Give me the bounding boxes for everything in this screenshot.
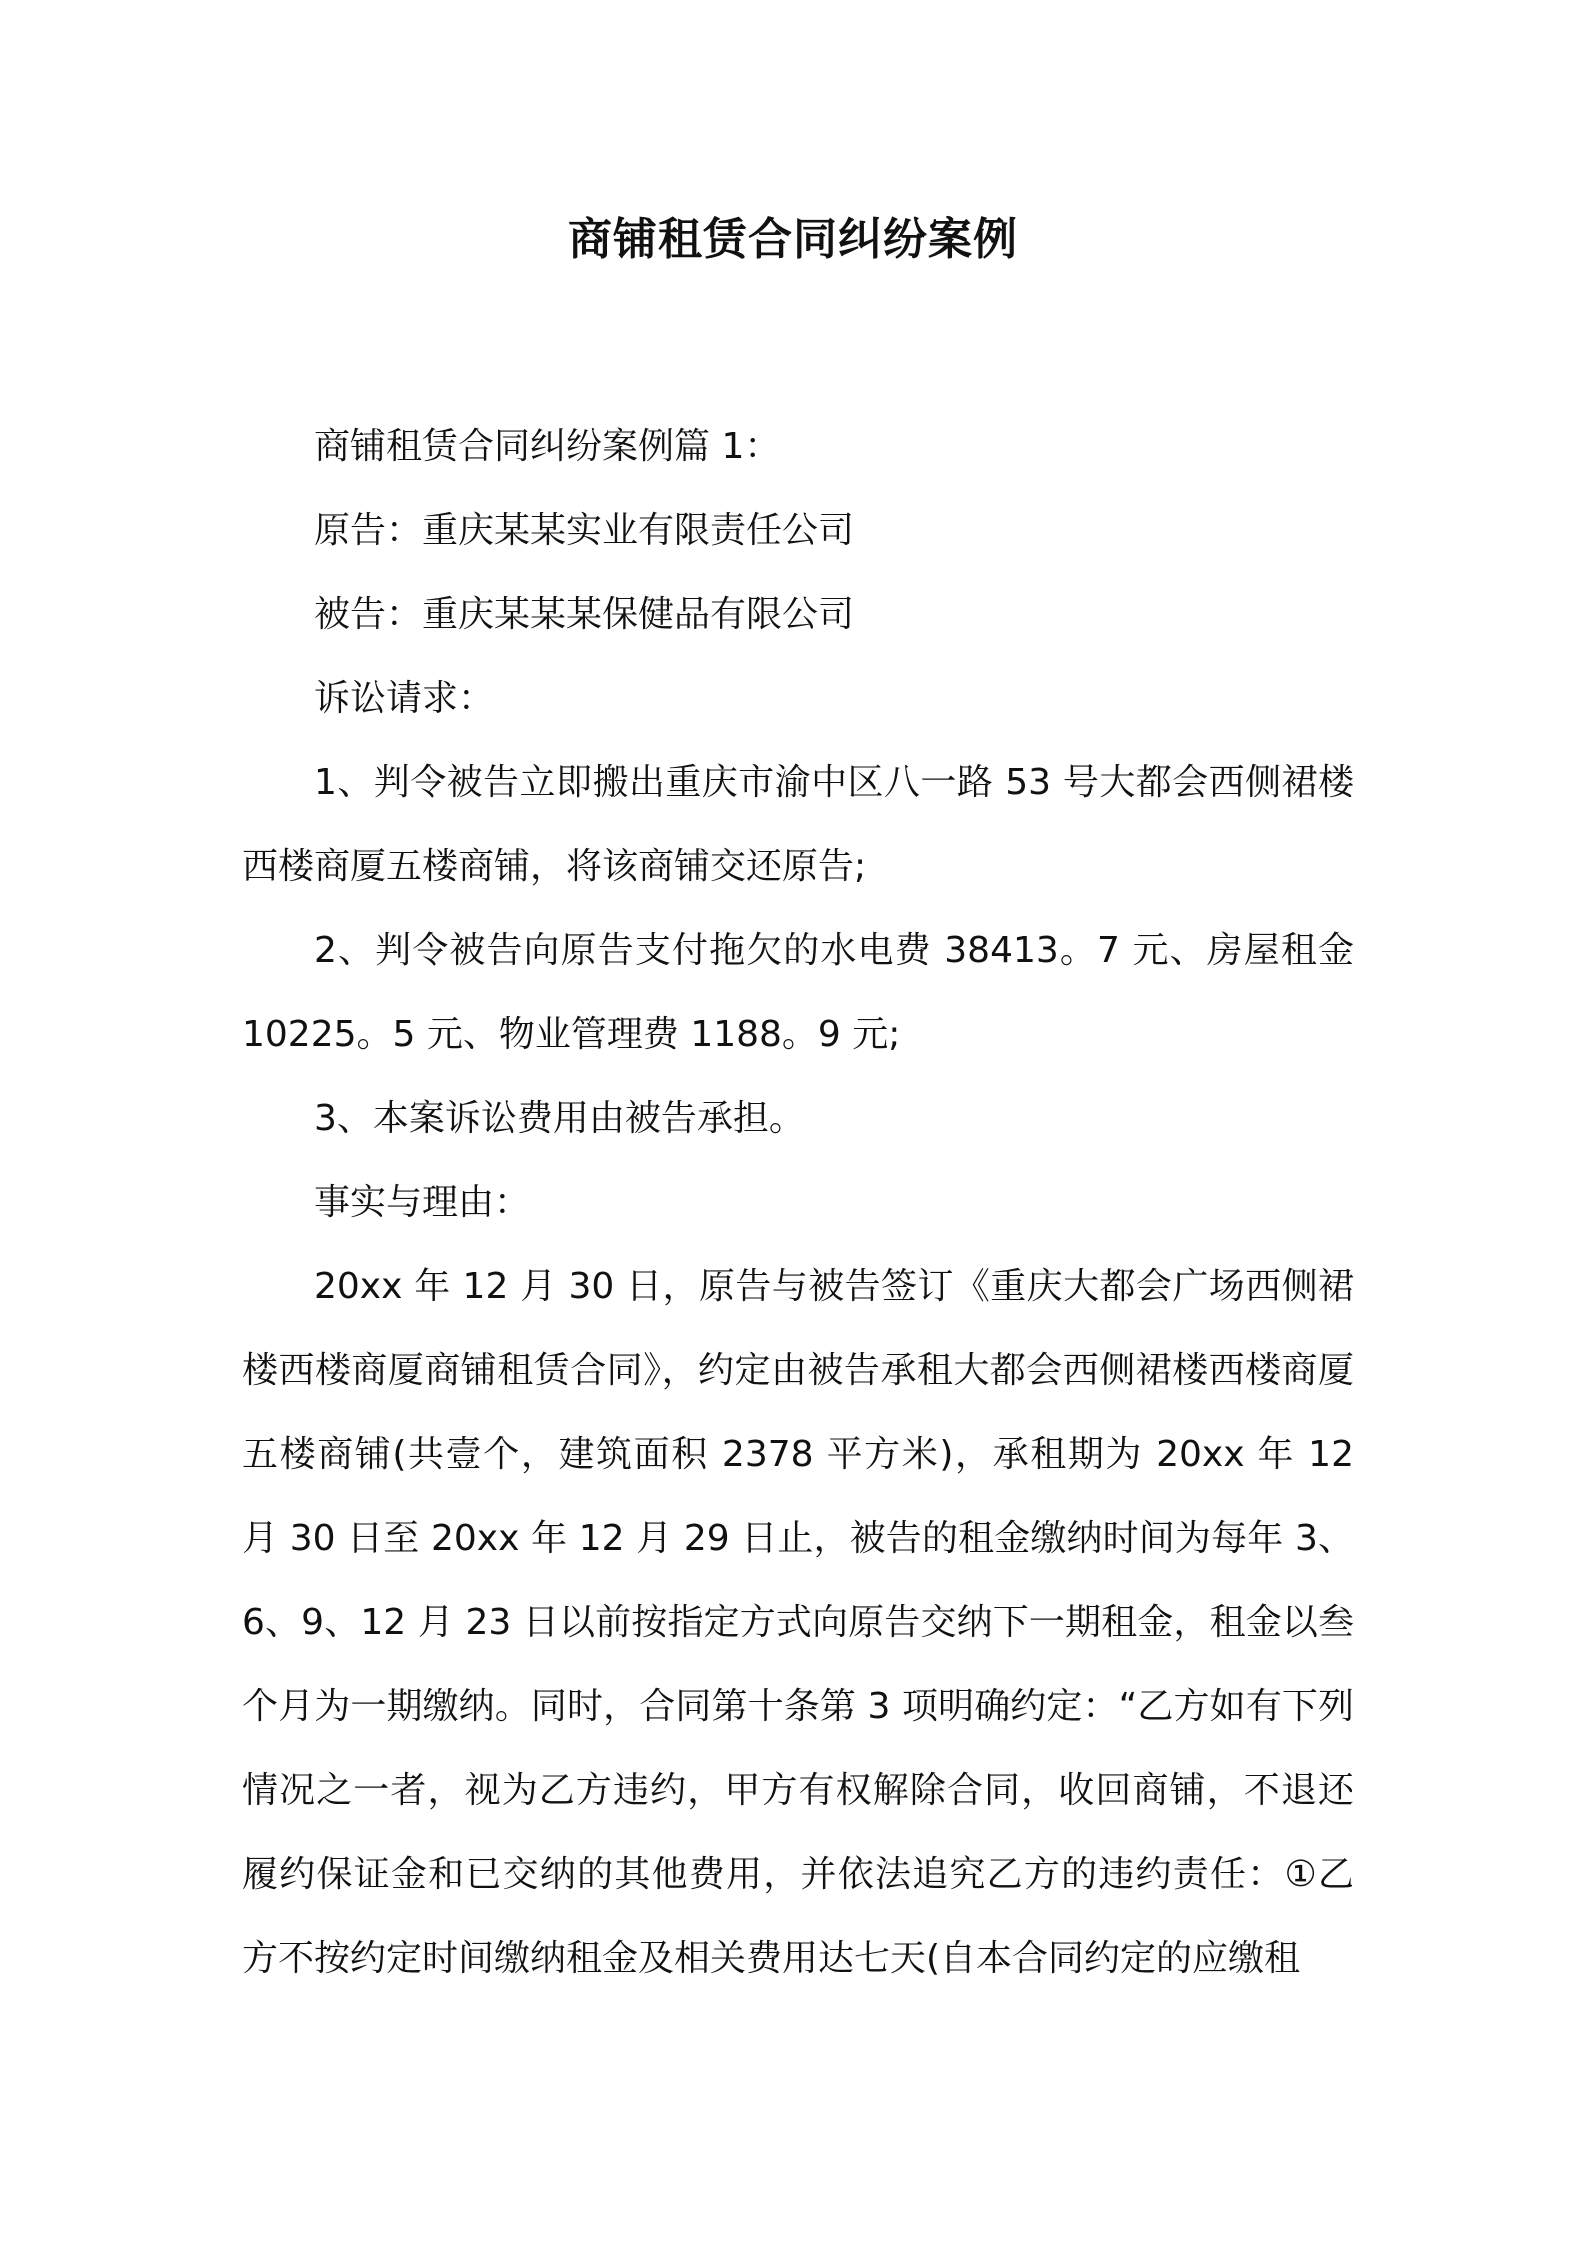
- case-heading: 商铺租赁合同纠纷案例篇 1：: [314, 426, 781, 467]
- facts-paragraph: 20xx 年 12 月 30 日，原告与被告签订《重庆大都会广场西侧裙楼西楼商厦商铺租赁合同》，约定由被告承租大都会西侧裙楼西楼商厦五楼商铺(共壹个，建筑面积 2378 平方米)，承租期为 20xx 年 12 月 30 日至 20xx 年 12 月 29 日止，被告的租金缴纳时间为每年 3、6、9、12 月 23 日以前按指定方式向原告交纳下一期租金，租金以叁个月为一期缴纳。同时，合同第十条第 3 项明确约定：“乙方如有下列情况之一者，视为乙方违约，甲方有权解除合同，收回商铺，不退还履约保证金和已交纳的其他费用，并依法追究乙方的违约责任：①乙方不按约定时间缴纳租金及相关费用达七天(自本合同约定的应缴租: [242, 1266, 1354, 1979]
- claim-item-1: 1、判令被告立即搬出重庆市渝中区八一路 53 号大都会西侧裙楼西楼商厦五楼商铺，将该商铺交还原告;: [242, 762, 1354, 887]
- claims-heading: 诉讼请求：: [314, 678, 495, 719]
- document-body: [242, 405, 1354, 2001]
- plaintiff-line: 原告：重庆某某实业有限责任公司: [314, 510, 855, 551]
- claim-item-2: 2、判令被告向原告支付拖欠的水电费 38413。7 元、房屋租金 10225。5 元、物业管理费 1188。9 元;: [242, 930, 1354, 1055]
- claim-item-3: 3、本案诉讼费用由被告承担。: [314, 1098, 805, 1139]
- defendant-line: 被告：重庆某某某保健品有限公司: [314, 594, 855, 635]
- document-title: 商铺租赁合同纠纷案例: [568, 214, 1018, 265]
- facts-heading: 事实与理由：: [314, 1182, 531, 1223]
